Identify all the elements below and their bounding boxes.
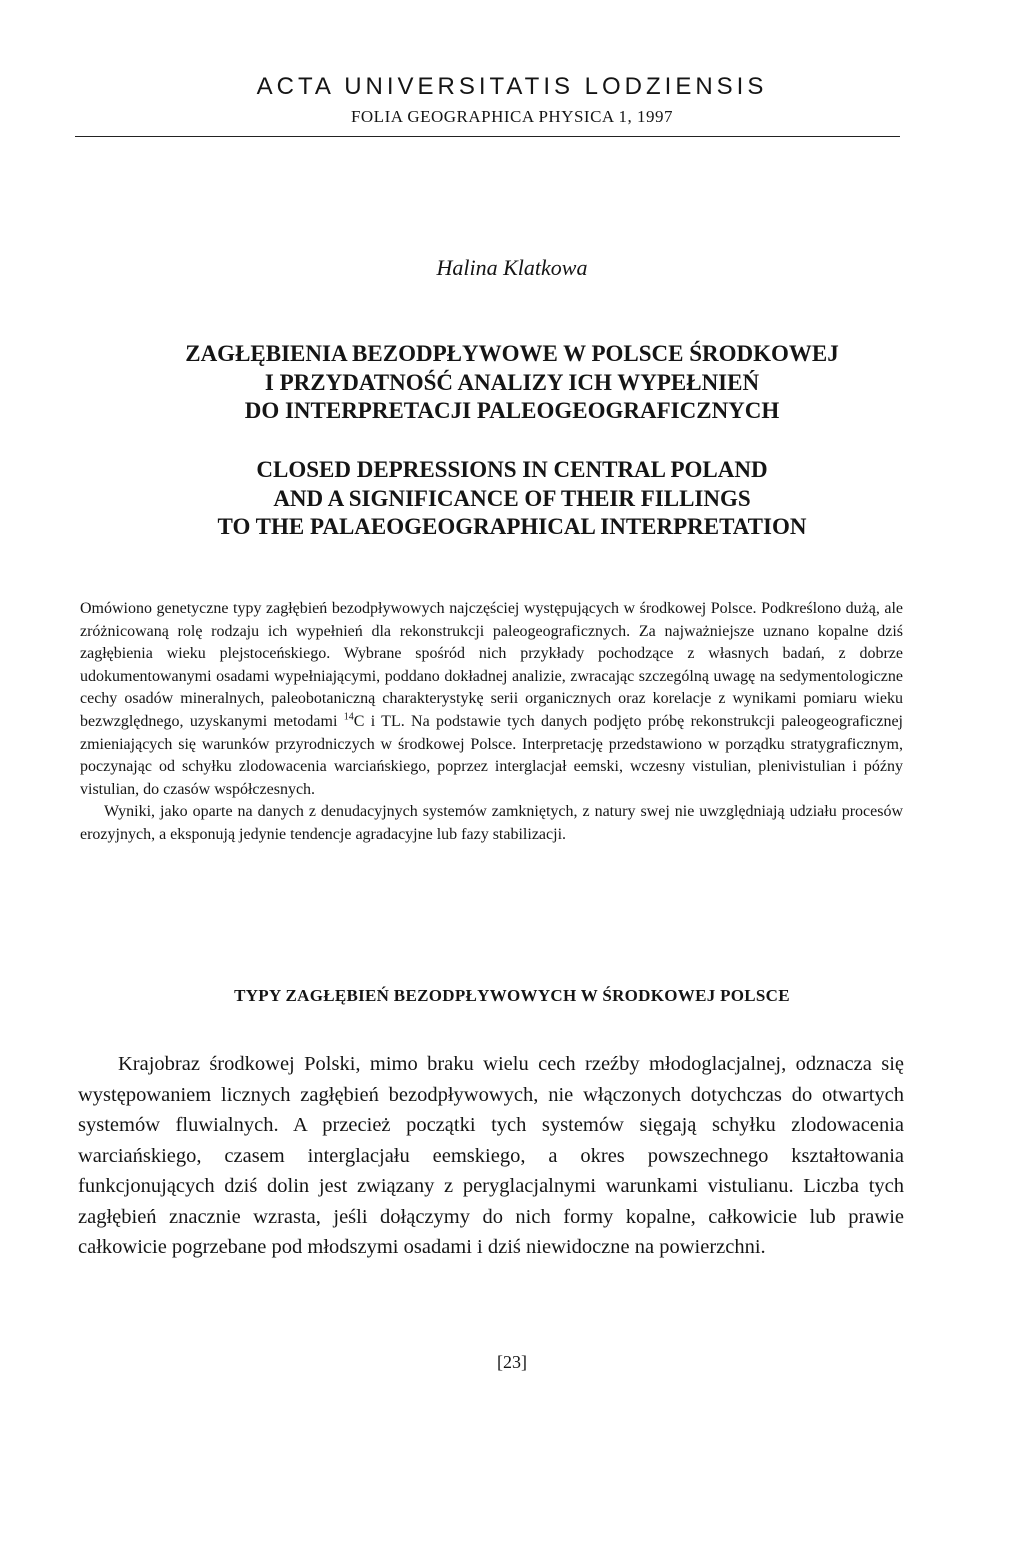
body-paragraph: Krajobraz środkowej Polski, mimo braku wielu cech rzeźby młodoglacjalnej, odznacza się występowaniem licznych zagłębień bezodpływowych, nie włączonych dotychczas do otwartych systemów fluwialnych. A przecież początki tych systemów sięgają schyłku zlodowacenia warciańskiego, czasem interglacjału eemskiego, a okres powszechnego kształtowania funkcjonujących dziś dolin jest związany z peryglacjalnymi warunkami vistulianu. Liczba tych zagłębień znacznie wzrasta, jeśli dołączymy do nich formy kopalne, całkowicie lub prawie całkowicie pogrzebane pod młodszymi osadami i dziś niewidoczne na powierzchni. (78, 1053, 904, 1258)
author-name: Halina Klatkowa (436, 255, 588, 280)
title-english-line: TO THE PALAEOGEOGRAPHICAL INTERPRETATION (217, 514, 807, 539)
title-polish-line: DO INTERPRETACJI PALEOGEOGRAFICZNYCH (244, 398, 780, 423)
page-number: [23] (497, 1352, 527, 1372)
title-polish-line: ZAGŁĘBIENIA BEZODPŁYWOWE W POLSCE ŚRODKOWEJ (185, 341, 839, 366)
section-heading: TYPY ZAGŁĘBIEŃ BEZODPŁYWOWYCH W ŚRODKOWEJ POLSCE (234, 986, 790, 1005)
abstract-paragraph (80, 598, 903, 801)
journal-series: FOLIA GEOGRAPHICA PHYSICA 1, 1997 (350, 107, 674, 126)
title-polish (60, 340, 964, 426)
abstract (80, 598, 903, 847)
title-english-line: CLOSED DEPRESSIONS IN CENTRAL POLAND (256, 457, 768, 482)
title-english-line: AND A SIGNIFICANCE OF THEIR FILLINGS (273, 485, 751, 511)
header-rule (75, 136, 900, 137)
title-polish-line: I PRZYDATNOŚĆ ANALIZY ICH WYPEŁNIEŃ (264, 369, 760, 395)
isotope-superscript: 14 (343, 711, 354, 723)
journal-title: ACTA UNIVERSITATIS LODZIENSIS (256, 73, 768, 100)
title-english (60, 456, 964, 542)
abstract-paragraph: Wyniki, jako oparte na danych z denudacyjnych systemów zamkniętych, z natury swej nie uwzględniają udziału procesów erozyjnych, a eksponują jedynie tendencje agradacyjne lub fazy stabilizacji. (80, 803, 903, 843)
abstract-text: C i TL. Na podstawie tych danych podjęto próbę rekonstrukcji paleogeograficznej zmieniających się warunków przyrodniczych w środkowej Polsce. Interpretację przedstawiono w porządku stratygraficznym, poczynając od schyłku zlodowacenia warciańskiego, poprzez interglacjał eemski, wczesny vistulian, plenivistulian i późny vistulian, do czasów współczesnych. (80, 712, 904, 798)
abstract-text: Omówiono genetyczne typy zagłębień bezodpływowych najczęściej występujących w środkowej Polsce. Podkreślono dużą, ale zróżnicowaną rolę rodzaju ich wypełnień dla rekonstrukcji paleogeograficznych. Za najważniejsze uznano kopalne dziś zagłębienia wieku plejstoceńskiego. Wybrane spośród nich przykłady pochodzące z własnych badań, z dobrze udokumentowanymi osadami wypełniającymi, poddano dokładnej analizie, zwracając szczególną uwagę na sedymentologiczne cechy osadów mineralnych, paleobotaniczną charakterystykę serii organicznych oraz korelacje z wynikami pomiaru wieku bezwzględnego, uzyskanymi metodami (80, 600, 903, 730)
